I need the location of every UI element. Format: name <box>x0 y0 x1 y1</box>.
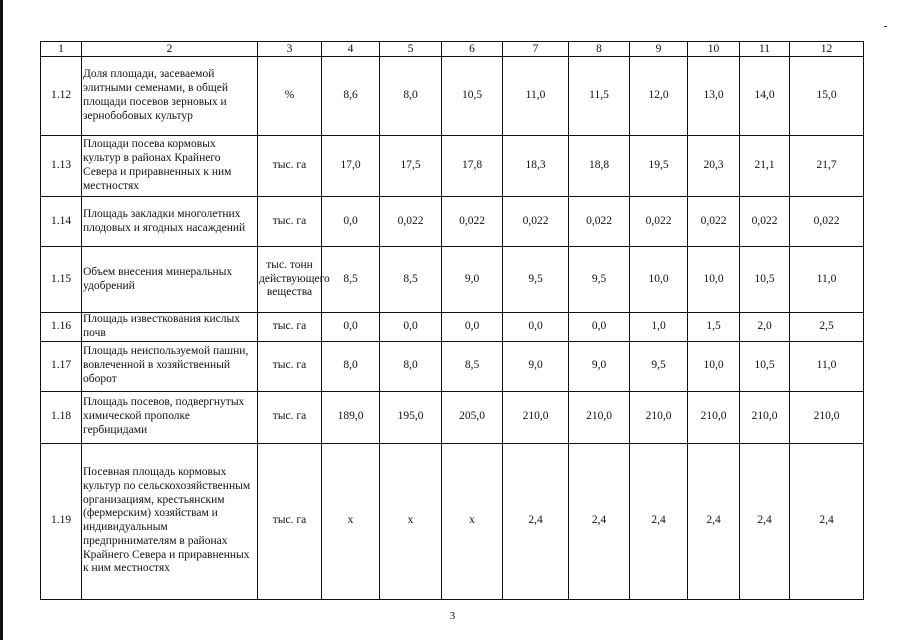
table-row <box>41 443 864 599</box>
value-cell: 2,4 <box>740 443 790 599</box>
value-cell: 0,022 <box>630 197 688 247</box>
value-cell: 19,5 <box>630 136 688 197</box>
value-cell: 189,0 <box>322 391 380 443</box>
value-cell: 0,0 <box>569 313 630 342</box>
value-cell: 10,5 <box>740 247 790 313</box>
indicator-name: Доля площади, засеваемой элитными семенами, в общей площади посевов зерновых и зернобобовых культур <box>82 57 258 136</box>
table-body <box>41 42 864 600</box>
value-cell: 11,5 <box>569 57 630 136</box>
value-cell: 8,6 <box>322 57 380 136</box>
indicator-name: Площади посева кормовых культур в районах Крайнего Севера и приравненных к ним местностях <box>82 136 258 197</box>
value-cell: 17,8 <box>442 136 503 197</box>
value-cell: 195,0 <box>380 391 442 443</box>
value-cell: 0,022 <box>503 197 569 247</box>
value-cell: 9,0 <box>503 341 569 391</box>
indicator-name: Площадь посевов, подвергнутых химической прополке гербицидами <box>82 391 258 443</box>
row-number: 1.13 <box>41 136 82 197</box>
unit-cell: % <box>258 57 322 136</box>
row-number: 1.15 <box>41 247 82 313</box>
value-cell: 210,0 <box>790 391 864 443</box>
table-row <box>41 136 864 197</box>
value-cell: 210,0 <box>630 391 688 443</box>
header-cell: 9 <box>630 42 688 57</box>
header-cell: 3 <box>258 42 322 57</box>
value-cell: 21,7 <box>790 136 864 197</box>
value-cell: 21,1 <box>740 136 790 197</box>
row-number: 1.16 <box>41 313 82 342</box>
unit-cell: тыс. га <box>258 313 322 342</box>
value-cell: 0,022 <box>569 197 630 247</box>
value-cell: 13,0 <box>688 57 740 136</box>
value-cell: 210,0 <box>740 391 790 443</box>
unit-cell: тыс. га <box>258 391 322 443</box>
header-cell: 5 <box>380 42 442 57</box>
value-cell: 10,5 <box>740 341 790 391</box>
unit-cell: тыс. га <box>258 197 322 247</box>
value-cell: 9,5 <box>630 341 688 391</box>
header-cell: 11 <box>740 42 790 57</box>
unit-cell: тыс. га <box>258 341 322 391</box>
value-cell: 0,0 <box>503 313 569 342</box>
page-number: 3 <box>449 610 456 622</box>
value-cell: 0,022 <box>740 197 790 247</box>
value-cell: 210,0 <box>688 391 740 443</box>
value-cell: 10,0 <box>688 247 740 313</box>
value-cell: 11,0 <box>503 57 569 136</box>
header-cell: 4 <box>322 42 380 57</box>
value-cell: 0,022 <box>688 197 740 247</box>
value-cell: 0,022 <box>380 197 442 247</box>
indicator-name: Площадь известкования кислых почв <box>82 313 258 342</box>
header-cell: 6 <box>442 42 503 57</box>
table-row <box>41 391 864 443</box>
value-cell: 8,0 <box>322 341 380 391</box>
value-cell: 0,0 <box>322 313 380 342</box>
value-cell: 2,4 <box>688 443 740 599</box>
page-edge-line <box>0 0 3 640</box>
header-row <box>41 42 864 57</box>
value-cell: 0,0 <box>380 313 442 342</box>
value-cell: 210,0 <box>503 391 569 443</box>
value-cell: 8,0 <box>380 57 442 136</box>
value-cell: 2,4 <box>569 443 630 599</box>
indicator-name: Объем внесения минеральных удобрений <box>82 247 258 313</box>
indicator-name: Площадь неиспользуемой пашни, вовлеченной в хозяйственный оборот <box>82 341 258 391</box>
value-cell: 2,4 <box>790 443 864 599</box>
value-cell: 0,022 <box>442 197 503 247</box>
row-number: 1.18 <box>41 391 82 443</box>
header-cell: 12 <box>790 42 864 57</box>
value-cell: 20,3 <box>688 136 740 197</box>
value-cell: 1,5 <box>688 313 740 342</box>
header-cell: 8 <box>569 42 630 57</box>
value-cell: 17,0 <box>322 136 380 197</box>
indicators-table <box>40 41 864 600</box>
value-cell: 9,5 <box>569 247 630 313</box>
header-cell: 2 <box>82 42 258 57</box>
value-cell: x <box>380 443 442 599</box>
value-cell: 15,0 <box>790 57 864 136</box>
value-cell: 8,5 <box>380 247 442 313</box>
row-number: 1.19 <box>41 443 82 599</box>
value-cell: 8,0 <box>380 341 442 391</box>
unit-cell: тыс. га <box>258 443 322 599</box>
value-cell: 2,4 <box>630 443 688 599</box>
header-cell: 1 <box>41 42 82 57</box>
value-cell: 0,022 <box>790 197 864 247</box>
value-cell: 2,5 <box>790 313 864 342</box>
indicator-name: Посевная площадь кормовых культур по сельскохозяйственным организациям, крестьянским (фермерским) хозяйствам и индивидуальным предпринимателям в районах Крайнего Севера и приравненных к ним местностях <box>82 443 258 599</box>
value-cell: 9,5 <box>503 247 569 313</box>
value-cell: 2,4 <box>503 443 569 599</box>
table-row <box>41 313 864 342</box>
value-cell: x <box>442 443 503 599</box>
value-cell: 9,0 <box>442 247 503 313</box>
value-cell: 11,0 <box>790 247 864 313</box>
value-cell: 12,0 <box>630 57 688 136</box>
indicator-name: Площадь закладки многолетних плодовых и ягодных насаждений <box>82 197 258 247</box>
table-row <box>41 57 864 136</box>
table-row <box>41 197 864 247</box>
value-cell: 8,5 <box>322 247 380 313</box>
scan-speck <box>884 26 887 27</box>
value-cell: 205,0 <box>442 391 503 443</box>
value-cell: 210,0 <box>569 391 630 443</box>
value-cell: 17,5 <box>380 136 442 197</box>
row-number: 1.17 <box>41 341 82 391</box>
value-cell: 0,0 <box>322 197 380 247</box>
value-cell: 11,0 <box>790 341 864 391</box>
value-cell: 1,0 <box>630 313 688 342</box>
unit-cell: тыс. тонн действующего вещества <box>258 247 322 313</box>
value-cell: 9,0 <box>569 341 630 391</box>
value-cell: 10,0 <box>630 247 688 313</box>
table-row <box>41 247 864 313</box>
header-cell: 7 <box>503 42 569 57</box>
value-cell: x <box>322 443 380 599</box>
value-cell: 18,8 <box>569 136 630 197</box>
value-cell: 2,0 <box>740 313 790 342</box>
value-cell: 0,0 <box>442 313 503 342</box>
value-cell: 10,0 <box>688 341 740 391</box>
value-cell: 14,0 <box>740 57 790 136</box>
table-row <box>41 341 864 391</box>
row-number: 1.12 <box>41 57 82 136</box>
unit-cell: тыс. га <box>258 136 322 197</box>
value-cell: 8,5 <box>442 341 503 391</box>
header-cell: 10 <box>688 42 740 57</box>
value-cell: 18,3 <box>503 136 569 197</box>
row-number: 1.14 <box>41 197 82 247</box>
value-cell: 10,5 <box>442 57 503 136</box>
